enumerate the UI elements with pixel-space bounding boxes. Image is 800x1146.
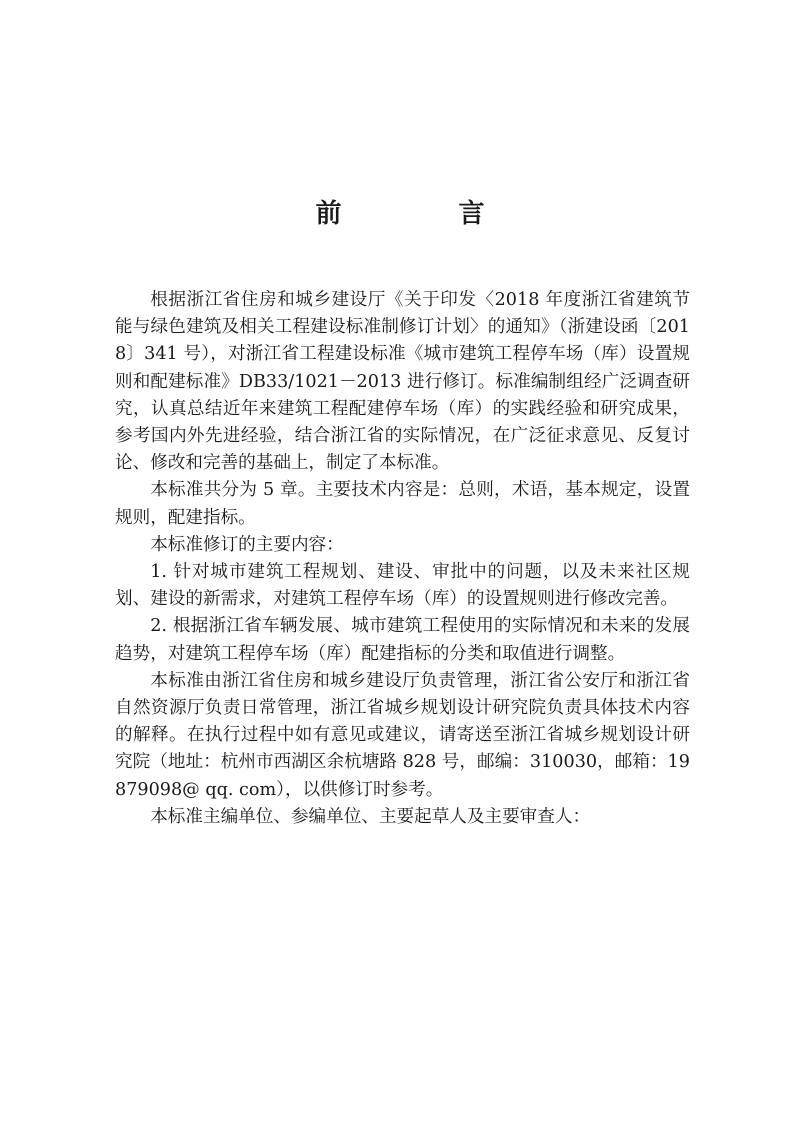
paragraph-change-2: 2. 根据浙江省车辆发展、城市建筑工程使用的实际情况和未来的发展趋势，对建筑工程停车场（库）配建指标的分类和取值进行调整。 — [115, 616, 690, 664]
paragraph-main-changes-heading: 本标准修订的主要内容： — [150, 534, 344, 555]
paragraph-contributors: 本标准主编单位、参编单位、主要起草人及主要审查人： — [150, 806, 591, 827]
body-text — [115, 287, 690, 831]
paragraph-management: 本标准由浙江省住房和城乡建设厅负责管理，浙江省公安厅和浙江省自然资源厅负责日常管理，浙江省城乡规划设计研究院负责具体技术内容的解释。在执行过程中如有意见或建议，请寄送至浙江省城乡规划设计研究院（地址：杭州市西湖区余杭塘路 828 号，邮编：310030，邮箱：19879098@ qq. com），以供修订时参考。 — [115, 670, 690, 800]
paragraph-change-1: 1. 针对城市建筑工程规划、建设、审批中的问题，以及未来社区规划、建设的新需求，对建筑工程停车场（库）的设置规则进行修改完善。 — [115, 562, 690, 610]
paragraph-chapters: 本标准共分为 5 章。主要技术内容是：总则，术语，基本规定，设置规则，配建指标。 — [115, 480, 690, 528]
page-title: 前 言 — [315, 199, 539, 229]
paragraph-revision-basis: 根据浙江省住房和城乡建设厅《关于印发〈2018 年度浙江省建筑节能与绿色建筑及相关工程建设标准制修订计划〉的通知》（浙建设函〔2018〕341 号），对浙江省工程建设标准《城市建筑工程停车场（库）设置规则和配建标准》DB33/1021－2013 进行修订。标准编制组经广泛调查研究，认真总结近年来建筑工程配建停车场（库）的实践经验和研究成果，参考国内外先进经验，结合浙江省的实际情况，在广泛征求意见、反复讨论、修改和完善的基础上，制定了本标准。 — [115, 290, 690, 474]
